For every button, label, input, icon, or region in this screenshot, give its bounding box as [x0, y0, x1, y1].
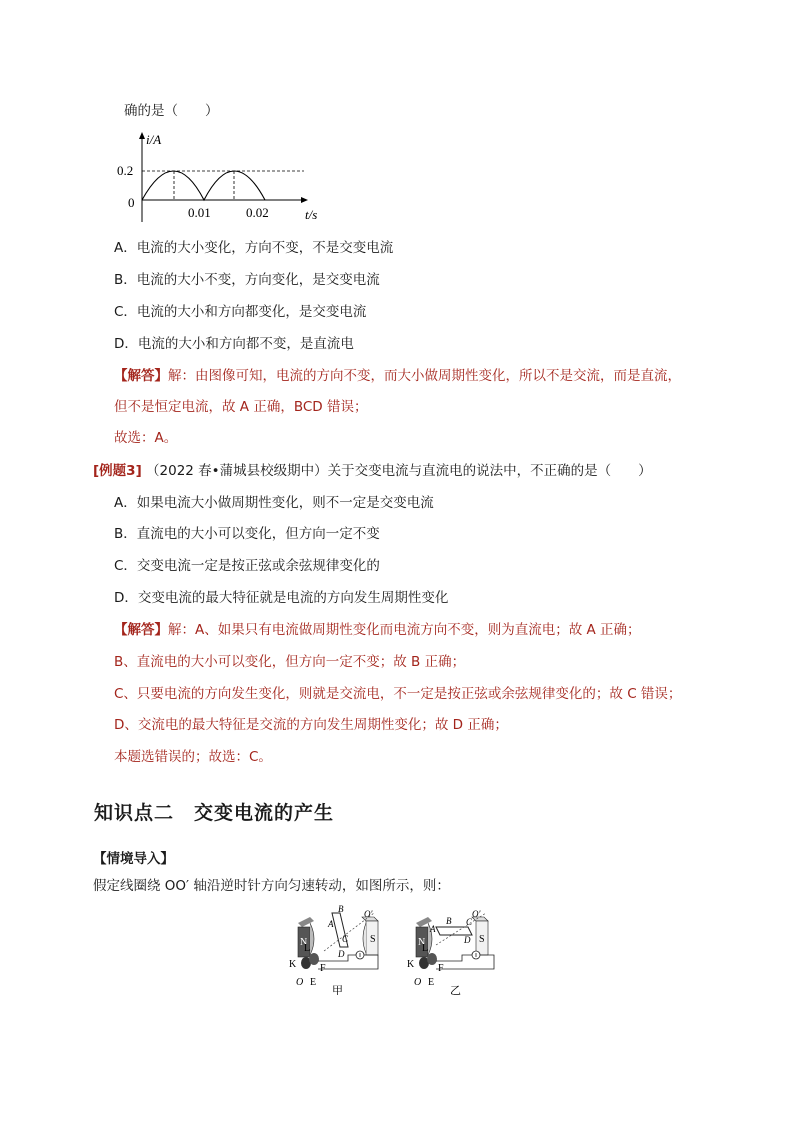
q3-option-a: A．如果电流大小做周期性变化，则不一定是交变电流 [114, 495, 434, 511]
svg-text:O: O [414, 977, 422, 988]
current-time-graph [112, 128, 332, 228]
svg-text:C: C [342, 934, 349, 944]
svg-text:A: A [430, 924, 436, 934]
svg-text:S: S [370, 934, 376, 945]
q3-answer-line-5: 本题选错误的；故选：C。 [114, 749, 272, 765]
graph-ylabel: i/A [146, 132, 162, 147]
question-stem-tail: 确的是（ ） [124, 103, 219, 119]
q3-option-b: B．直流电的大小可以变化，但方向一定不变 [114, 526, 380, 542]
graph-xtick-2: 0.02 [246, 205, 269, 220]
q2-option-d: D．电流的大小和方向都不变，是直流电 [114, 336, 354, 352]
svg-text:B: B [338, 905, 344, 914]
svg-text:L: L [422, 943, 429, 954]
q2-option-b: B．电流的大小不变，方向变化，是交变电流 [114, 272, 380, 288]
svg-text:E: E [428, 977, 435, 988]
q2-answer-line-1: 【解答】解：由图像可知，电流的方向不变，而大小做周期性变化，所以不是交流，而是直流， [114, 368, 681, 384]
graph-xlabel: t/s [305, 207, 318, 222]
svg-text:N: N [418, 937, 426, 948]
svg-text:C: C [466, 917, 473, 927]
svg-text:F: F [438, 963, 444, 974]
generator-figure-jia [288, 905, 388, 995]
q2-answer-tag: 【解答】 [114, 368, 168, 384]
q3-answer-tag: 【解答】 [114, 622, 168, 638]
svg-text:O′: O′ [364, 909, 373, 919]
svg-text:O′: O′ [472, 909, 481, 919]
q2-answer-line-3: 故选：A。 [114, 430, 178, 446]
intro-text: 假定线圈绕 OO′ 轴沿逆时针方向匀速转动，如图所示，则： [93, 878, 450, 894]
section-title: 知识点二 交变电流的产生 [94, 802, 335, 824]
q3-answer-line-4: D、交流电的最大特征是交流的方向发生周期性变化；故 D 正确； [114, 717, 508, 733]
q3-stem: [例题3] （2022 春•蒲城县校级期中）关于交变电流与直流电的说法中，不正确的是（ ） [93, 463, 652, 479]
q3-answer-line-3: C、只要电流的方向发生变化，则就是交流电，不一定是按正弦或余弦规律变化的；故 C 错误； [114, 686, 682, 702]
svg-text:N: N [300, 937, 308, 948]
svg-text:D: D [338, 949, 345, 959]
q2-option-c: C．电流的大小和方向都变化，是交变电流 [114, 304, 367, 320]
q2-option-a: A．电流的大小变化，方向不变，不是交变电流 [114, 240, 394, 256]
q3-option-d: D．交变电流的最大特征就是电流的方向发生周期性变化 [114, 590, 449, 606]
generator-figure-yi [406, 905, 506, 995]
intro-tag: 【情境导入】 [93, 851, 174, 867]
q2-answer-line-2: 但不是恒定电流，故 A 正确，BCD 错误； [114, 399, 368, 415]
figure-caption-yi: 乙 [450, 985, 461, 995]
svg-text:A: A [328, 919, 334, 929]
svg-text:D: D [464, 935, 471, 945]
q3-option-c: C．交变电流一定是按正弦或余弦规律变化的 [114, 558, 380, 574]
graph-origin: 0 [128, 195, 135, 210]
graph-ytick: 0.2 [117, 163, 134, 178]
q3-tag: [例题3] [93, 463, 142, 479]
svg-text:K: K [407, 959, 415, 970]
svg-text:F: F [320, 963, 326, 974]
svg-text:O: O [296, 977, 304, 988]
svg-text:S: S [479, 934, 485, 945]
q3-answer-line-1: 【解答】解：A、如果只有电流做周期性变化而电流方向不变，则为直流电；故 A 正确； [114, 622, 641, 638]
graph-xtick-1: 0.01 [188, 205, 211, 220]
svg-text:K: K [289, 959, 297, 970]
figure-caption-jia: 甲 [332, 985, 343, 995]
svg-text:E: E [310, 977, 317, 988]
svg-text:B: B [446, 916, 452, 926]
svg-text:L: L [304, 943, 311, 954]
q3-answer-line-2: B、直流电的大小可以变化，但方向一定不变；故 B 正确； [114, 654, 466, 670]
